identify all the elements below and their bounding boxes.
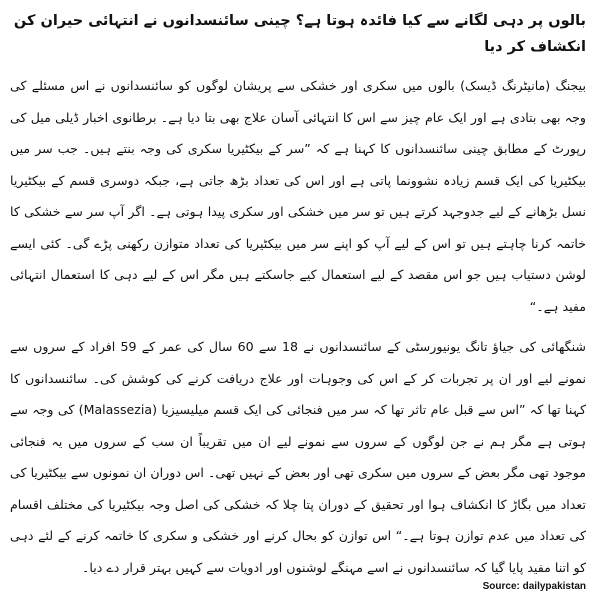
article-paragraph-2: شنگھائی کی جیاؤ تانگ یونیورسٹی کے سائنسدانوں نے 18 سے 60 سال کی عمر کے 59 افراد کے سروں سے نمونے لیے اور ان پر تجربات کر کے اس کی وجوہات اور علاج دریافت کرنے کی کوشش کی۔ سائنسدانوں کا کہنا تھا کہ ”اس سے قبل عام تاثر تھا کہ سر میں فنجائی کی ایک قسم میلیسیزیا (Malassezia) کی وجہ سے ہوتی ہے مگر ہم نے جن لوگوں کے سروں سے نمونے لیے ان میں تقریباً ان سب کے سروں میں یہ فنجائی موجود تھی مگر بعض کے سروں میں سکری تھی اور بعض کے نہیں تھی۔ اس دوران ان نمونوں سے بیکٹیریا کی تعداد میں بگاڑ کا انکشاف ہوا اور تحقیق کے دوران پتا چلا کہ خشکی کی اصل وجہ بیکٹیریا کی مختلف اقسام کی تعداد میں عدم توازن ہوتا ہے۔“ اس توازن کو بحال کرنے اور خشکی و سکری کا خاتمہ کرنے کے لئے دہی کو اتنا مفید پایا گیا کہ سائنسدانوں نے اسے مہنگے لوشنوں اور ادویات سے کہیں بہتر قرار دے دیا۔	[10, 339, 587, 575]
article-paragraph-1: بیجنگ (مانیٹرنگ ڈیسک) بالوں میں سکری اور خشکی سے پریشان لوگوں کو سائنسدانوں نے اس مسئلے کی وجہ بھی بتادی ہے اور ایک عام چیز سے اس کا انتہائی آسان علاج بھی بتا دیا ہے۔ برطانوی اخبار ڈیلی میل کی رپورٹ کے مطابق چینی سائنسدانوں کا کہنا ہے کہ ”سر کے بیکٹیریا سکری کی وجہ بنتے ہیں۔ جب سر میں بیکٹیریا کی ایک قسم زیادہ نشوونما پاتی ہے اور اس کی تعداد بڑھ جاتی ہے، جبکہ دوسری قسم کے بیکٹیریا نسل بڑھانے کے لیے جدوجہد کرتے ہیں تو سر میں خشکی اور سکری پیدا ہوتی ہے۔ اگر آپ سر سے خشکی کا خاتمہ کرنا چاہتے ہیں تو اس کے لیے آپ کو اپنے سر میں بیکٹیریا کی تعداد متوازن رکھنی پڑے گی۔ کئی ایسے لوشن دستیاب ہیں جو اس مقصد کے لیے استعمال کیے جاسکتے ہیں مگر اس کے لیے دہی کا استعمال انتہائی مفید ہے۔“	[10, 78, 586, 314]
article-headline: بالوں پر دہی لگانے سے کیا فائدہ ہوتا ہے؟ چینی سائنسدانوں نے انتہائی حیران کن انکشاف کر دیا	[13, 13, 586, 55]
source-credit: Source: dailypakistan	[482, 581, 586, 592]
